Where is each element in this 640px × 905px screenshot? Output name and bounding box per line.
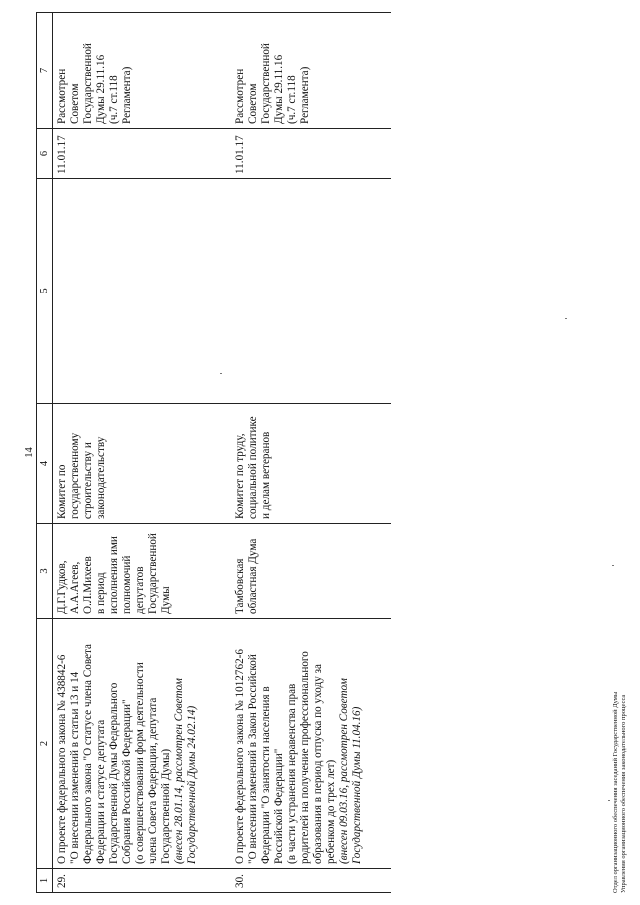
status-line: Думы 29.11.16 [95, 54, 107, 124]
status-line: Рассмотрен [56, 68, 68, 124]
scan-speck [608, 800, 610, 801]
row-number: 30. [231, 869, 391, 893]
author-line: Д.Г.Гудков, [56, 560, 68, 614]
author-line: депутатов [134, 566, 146, 614]
bills-table [36, 12, 391, 893]
status-line: Рассмотрен [233, 68, 246, 124]
status-line: Государственной [259, 43, 272, 124]
bill-note-line: (внесен 09.03.16, рассмотрен Советом [337, 678, 350, 864]
table-row [231, 13, 391, 893]
header-row [37, 13, 53, 893]
bill-note-line: (внесен 28.01.14, рассмотрен Советом [173, 678, 185, 864]
row-number: 29. [53, 869, 231, 893]
authors-cell [53, 524, 231, 619]
table-row [53, 13, 231, 893]
bill-line: Государственной Думы Федерального [108, 682, 120, 864]
author-line: Тамбовская [233, 558, 246, 614]
column-header-1: 1 [37, 869, 53, 893]
author-line: Думы [160, 586, 172, 614]
committee-line: законодательству [95, 436, 107, 519]
author-line: в период [95, 572, 107, 614]
author-line: А.А.Агеев, [69, 561, 81, 614]
bill-line: (о совершенствовании форм деятельности [134, 662, 146, 864]
bill-line: члена Совета Федерации, депутата [147, 697, 159, 864]
status-line: Государственной [82, 43, 94, 124]
bill-line: Федерации и статусе депутата [95, 719, 107, 864]
author-line: полномочий [121, 555, 133, 614]
page-number: 14 [24, 447, 35, 458]
status-line: Думы 29.11.16 [272, 54, 285, 124]
column-header-5: 5 [37, 179, 53, 404]
bill-line: Российской Федерации" [272, 748, 285, 864]
bill-note-line: Государственной Думы 11.04.16) [350, 706, 363, 864]
column-header-3: 3 [37, 524, 53, 619]
status-line: Советом [69, 83, 81, 124]
status-line: Регламента) [121, 66, 133, 124]
committee-line: Комитет по труду, [233, 433, 246, 519]
scan-speck [612, 565, 614, 566]
author-line: О.Л.Михеев [82, 556, 94, 614]
status-cell [53, 13, 231, 129]
footer-line: Управления организационного обеспечения законодательного процесса [620, 694, 627, 893]
authors-cell [231, 524, 391, 619]
scan-speck [565, 318, 567, 319]
column-header-2: 2 [37, 619, 53, 869]
committee-cell [53, 404, 231, 524]
scan-speck [220, 373, 222, 374]
status-cell [231, 13, 391, 129]
committee-line: государственному [69, 432, 81, 519]
bill-line: "О внесении изменений в статьи 13 и 14 [69, 671, 81, 864]
bill-title-cell [231, 619, 391, 869]
date-cell: 11.01.17 [231, 129, 391, 179]
bill-line: Федерального закона "О статусе члена Совета [82, 644, 94, 864]
author-line: исполнения ими [108, 536, 120, 614]
column-header-4: 4 [37, 404, 53, 524]
column-5-cell [231, 179, 391, 404]
bill-note-line: Государственной Думы 24.02.14) [186, 705, 198, 864]
committee-line: социальной политике [246, 416, 259, 519]
bill-line: Собрания Российской Федерации" [121, 699, 133, 864]
bill-line: О проекте федерального закона № 438842-6 [56, 654, 68, 864]
bill-line: родителей на получение профессионального [298, 651, 311, 864]
bill-line: "О внесении изменений в Закон Российской [246, 654, 259, 864]
bill-line: Федерации "О занятости населения в [259, 686, 272, 864]
footer [612, 692, 628, 893]
status-line: (ч.7 ст.118 [108, 75, 120, 124]
committee-line: Комитет по [56, 464, 68, 519]
column-header-6: 6 [37, 129, 53, 179]
bill-line: О проекте федерального закона № 1012762-6 [233, 649, 246, 864]
committee-cell [231, 404, 391, 524]
committee-line: и делам ветеранов [259, 431, 272, 519]
status-line: Регламента) [298, 66, 311, 124]
column-header-7: 7 [37, 13, 53, 129]
bill-line: ребенком до трех лет) [324, 759, 337, 864]
column-5-cell [53, 179, 231, 404]
author-line: областная Дума [246, 538, 259, 614]
date-cell: 11.01.17 [53, 129, 231, 179]
status-line: (ч.7 ст.118 [285, 75, 298, 124]
bill-title-cell [53, 619, 231, 869]
bill-line: образования в период отпуска по уходу за [311, 664, 324, 864]
footer-line: Отдел организационного обеспечения заседаний Государственной Думы [612, 691, 619, 893]
status-line: Советом [246, 83, 259, 124]
bill-line: Государственной Думы) [160, 748, 172, 864]
bill-line: (в части устранения неравенства прав [285, 683, 298, 864]
author-line: Государственной [147, 533, 159, 614]
committee-line: строительству и [82, 442, 94, 519]
